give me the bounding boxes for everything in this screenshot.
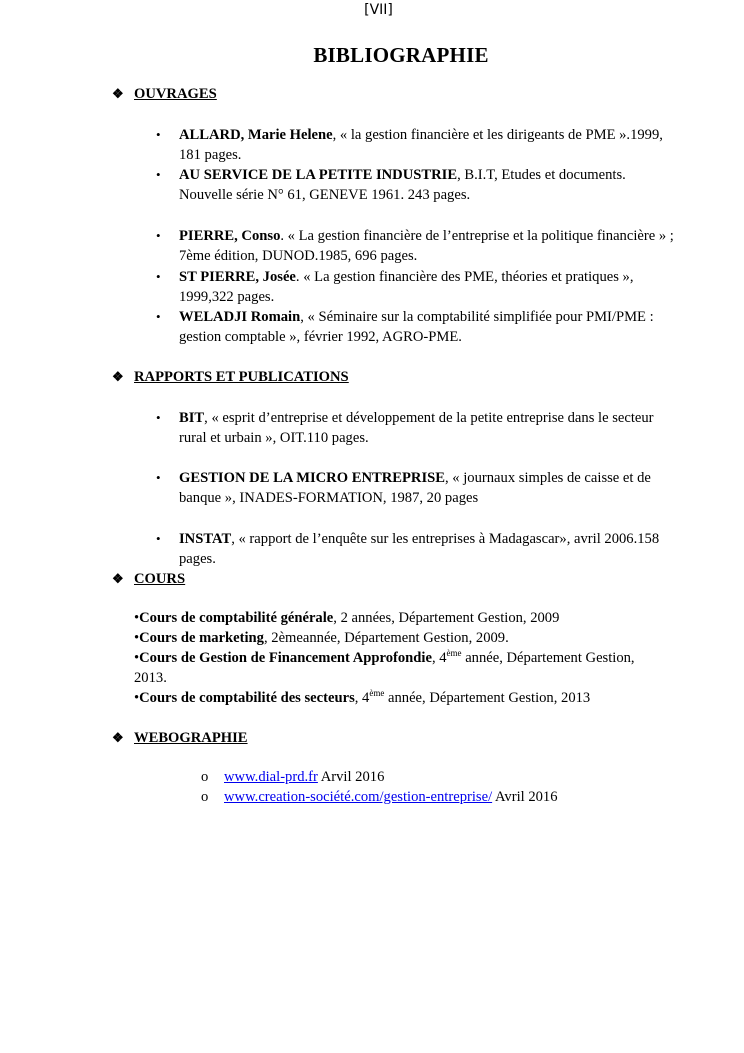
list-item: • WELADJI Romain, « Séminaire sur la comptabilité simplifiée pour PMI/PME : gestion comptable », février 1992, AGRO-PME. <box>156 309 654 346</box>
section-heading-webographie: ❖ WEBOGRAPHIE <box>112 730 248 746</box>
circle-bullet-icon: o <box>201 789 209 805</box>
list-item: •Cours de Gestion de Financement Approfondie, 4ème année, Département Gestion, 2013. <box>134 648 635 686</box>
bullet-icon: • <box>156 309 161 324</box>
bullet-icon: • <box>156 531 161 546</box>
section-heading-rapports: ❖ RAPPORTS ET PUBLICATIONS <box>112 369 349 385</box>
list-item: o www.creation-société.com/gestion-entreprise/ Avril 2016 <box>201 789 558 805</box>
bullet-icon: • <box>156 127 161 142</box>
list-item: o www.dial-prd.fr Arvil 2016 <box>201 769 385 785</box>
bullet-icon: • <box>156 167 161 182</box>
diamond-bullet-icon: ❖ <box>112 86 124 101</box>
list-item: • INSTAT, « rapport de l’enquête sur les entreprises à Madagascar», avril 2006.158 pages. <box>156 531 660 568</box>
diamond-bullet-icon: ❖ <box>112 730 124 745</box>
list-item: •Cours de comptabilité des secteurs, 4ème année, Département Gestion, 2013 <box>134 688 591 706</box>
section-heading-ouvrages: ❖ OUVRAGES <box>112 86 217 102</box>
circle-bullet-icon: o <box>201 769 209 785</box>
list-item: • GESTION DE LA MICRO ENTREPRISE, « journaux simples de caisse et de banque », INADES-FORMATION, 1987, 20 pages <box>156 470 651 507</box>
bullet-icon: • <box>134 630 140 646</box>
bullet-icon: • <box>156 410 161 425</box>
bullet-icon: • <box>156 228 161 243</box>
list-item: •Cours de comptabilité générale, 2 années, Département Gestion, 2009 <box>134 610 560 626</box>
diamond-bullet-icon: ❖ <box>112 571 124 586</box>
page-number: [VII] <box>364 2 393 18</box>
list-item: • AU SERVICE DE LA PETITE INDUSTRIE, B.I.T, Etudes et documents. Nouvelle série N° 61, GENEVE 1961. 243 pages. <box>156 167 626 204</box>
list-item: • PIERRE, Conso. « La gestion financière de l’entreprise et la politique financière » ; 7ème édition, DUNOD.1985, 696 pages. <box>156 228 674 265</box>
link-creation-societe[interactable]: www.creation-société.com/gestion-entreprise/ <box>224 789 493 805</box>
bullet-icon: • <box>156 269 161 284</box>
bullet-icon: • <box>134 610 140 626</box>
bullet-icon: • <box>134 650 140 666</box>
list-item: • BIT, « esprit d’entreprise et développement de la petite entreprise dans le secteur rural et urbain », OIT.110 pages. <box>156 410 654 447</box>
bullet-icon: • <box>156 470 161 485</box>
section-heading-cours: ❖ COURS <box>112 571 186 587</box>
list-item: • ALLARD, Marie Helene, « la gestion financière et les dirigeants de PME ».1999, 181 pages. <box>156 127 663 164</box>
list-item: •Cours de marketing, 2èmeannée, Département Gestion, 2009. <box>134 630 509 646</box>
link-dial-prd[interactable]: www.dial-prd.fr <box>224 769 318 785</box>
diamond-bullet-icon: ❖ <box>112 369 124 384</box>
bullet-icon: • <box>134 690 140 706</box>
page-title: BIBLIOGRAPHIE <box>313 43 489 67</box>
list-item: • ST PIERRE, Josée. « La gestion financière des PME, théories et pratiques », 1999,322 pages. <box>156 269 634 306</box>
